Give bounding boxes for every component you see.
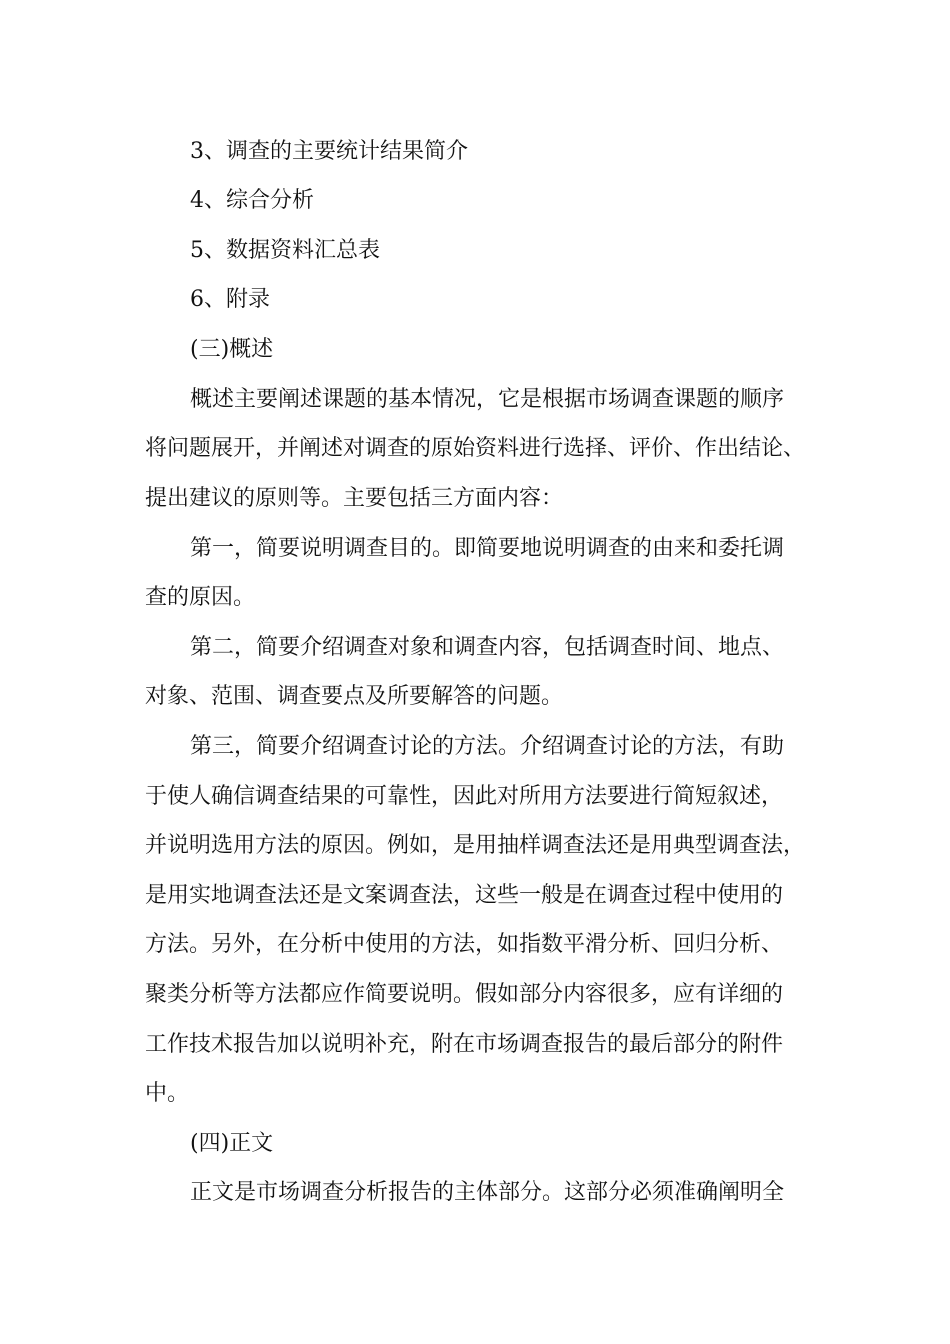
paragraph-line: 工作技术报告加以说明补充，附在市场调查报告的最后部分的附件: [145, 1032, 784, 1057]
list-item-4: 4、综合分析: [190, 188, 314, 213]
paragraph-line: 中。: [145, 1081, 190, 1106]
paragraph-line: 第三，简要介绍调查讨论的方法。介绍调查讨论的方法，有助: [190, 734, 785, 759]
list-item-6: 6、附录: [190, 287, 270, 312]
paragraph-line: 对象、范围、调查要点及所要解答的问题。: [145, 684, 564, 709]
section-heading-overview: (三)概述: [190, 337, 274, 362]
paragraph-line: 概述主要阐述课题的基本情况，它是根据市场调查课题的顺序: [190, 387, 785, 412]
paragraph-line: 第二，简要介绍调查对象和调查内容，包括调查时间、地点、: [190, 635, 785, 660]
paragraph-line: 方法。另外，在分析中使用的方法，如指数平滑分析、回归分析、: [145, 932, 784, 957]
paragraph-line: 正文是市场调查分析报告的主体部分。这部分必须准确阐明全: [190, 1180, 785, 1205]
section-heading-body: (四)正文: [190, 1131, 274, 1156]
paragraph-line: 聚类分析等方法都应作简要说明。假如部分内容很多，应有详细的: [145, 982, 784, 1007]
paragraph-line: 提出建议的原则等。主要包括三方面内容：: [145, 486, 564, 511]
paragraph-line: 将问题展开，并阐述对调查的原始资料进行选择、评价、作出结论、: [145, 436, 806, 461]
paragraph-line: 查的原因。: [145, 585, 256, 610]
paragraph-line: 并说明选用方法的原因。例如，是用抽样调查法还是用典型调查法，: [145, 833, 806, 858]
paragraph-line: 于使人确信调查结果的可靠性，因此对所用方法要进行简短叙述，: [145, 784, 784, 809]
paragraph-line: 是用实地调查法还是文案调查法，这些一般是在调查过程中使用的: [145, 883, 784, 908]
list-item-5: 5、数据资料汇总表: [190, 238, 380, 263]
list-item-3: 3、调查的主要统计结果简介: [190, 139, 468, 164]
paragraph-line: 第一，简要说明调查目的。即简要地说明调查的由来和委托调: [190, 536, 785, 561]
